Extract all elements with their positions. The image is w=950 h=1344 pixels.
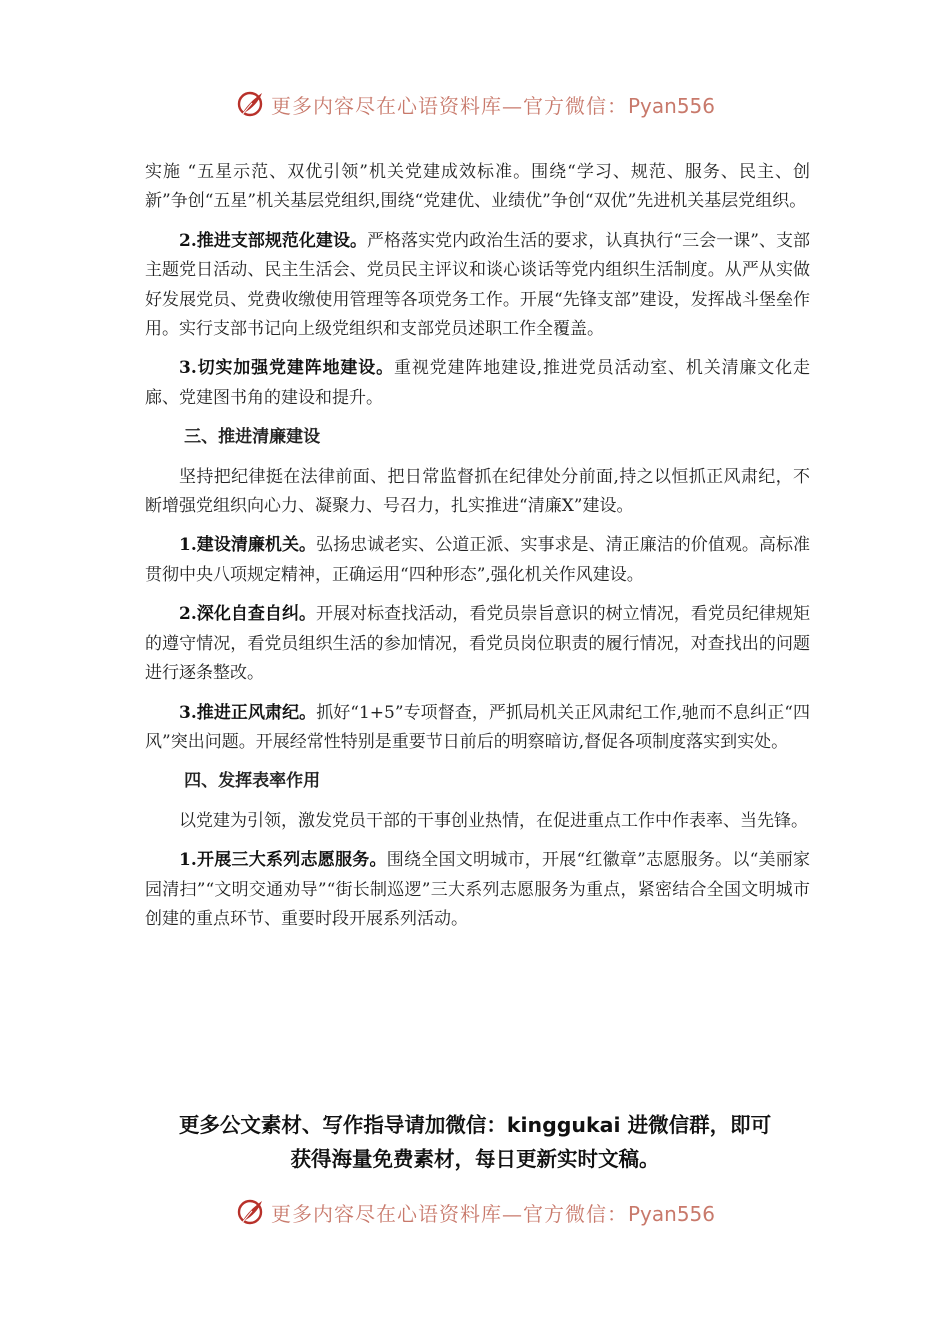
- footer-banner: [0, 1192, 950, 1232]
- section-heading: 四、发挥表率作用: [184, 771, 321, 792]
- feather-logo-icon: [235, 1197, 265, 1227]
- header-banner-text: 更多内容尽在心语资料库—官方微信：Pyan556: [270, 93, 715, 118]
- paragraph: 实施 “五星示范、双优引领”机关党建成效标准。围绕“学习、规范、服务、民主、创新”争创“五星”机关基层党组织,围绕“党建优、业绩优”争创“双优”先进机关基层党组织。: [145, 162, 810, 212]
- paragraph-lead: 1.建设清廉机关。: [179, 535, 317, 556]
- paragraph: 以党建为引领，激发党员干部的干事创业热情，在促进重点工作中作表率、当先锋。: [179, 810, 808, 831]
- document-body: [145, 158, 810, 944]
- footer-banner-text: 更多内容尽在心语资料库—官方微信：Pyan556: [270, 1201, 715, 1226]
- paragraph-lead: 2.深化自查自纠。: [179, 604, 317, 625]
- paragraph-lead: 3.切实加强党建阵地建设。: [179, 358, 394, 379]
- section-heading: 三、推进清廉建设: [184, 427, 321, 448]
- paragraph: 坚持把纪律挺在法律前面、把日常监督抓在纪律处分前面,持之以恒抓正风肃纪，不断增强党组织向心力、凝聚力、号召力，扎实推进“清廉X”建设。: [145, 466, 810, 517]
- promo-text: [0, 1108, 950, 1176]
- paragraph: 3.推进正风肃纪。抓好“1+5”专项督查，严抓局机关正风肃纪工作,驰而不息纠正“四风”突出问题。开展经常性特别是重要节日前后的明察暗访,督促各项制度落实到实处。: [145, 702, 810, 752]
- promo-line-2: 获得海量免费素材，每日更新实时文稿。: [290, 1147, 660, 1171]
- paragraph: 3.切实加强党建阵地建设。重视党建阵地建设,推进党员活动室、机关清廉文化走廊、党建图书角的建设和提升。: [145, 358, 810, 408]
- paragraph: 2.推进支部规范化建设。严格落实党内政治生活的要求，认真执行“三会一课”、支部主题党日活动、民主生活会、党员民主评议和谈心谈话等党内组织生活制度。从严从实做好发展党员、党费收缴使用管理等各项党务工作。开展“先锋支部”建设，发挥战斗堡垒作用。实行支部书记向上级党组织和支部党员述职工作全覆盖。: [145, 230, 811, 340]
- paragraph-lead: 3.推进正风肃纪。: [179, 702, 317, 723]
- header-banner-id: Pyan556: [627, 93, 715, 118]
- paragraph-lead: 1.开展三大系列志愿服务。: [179, 850, 387, 871]
- paragraph: 2.深化自查自纠。开展对标查找活动，看党员崇旨意识的树立情况，看党员纪律规矩的遵守情况，看党员组织生活的参加情况，看党员岗位职责的履行情况，对查找出的问题进行逐条整改。: [145, 604, 811, 684]
- header-banner: [0, 84, 950, 124]
- promo-line-1: 更多公文素材、写作指导请加微信：kinggukai 进微信群，即可: [178, 1113, 772, 1137]
- paragraph: 1.建设清廉机关。弘扬忠诚老实、公道正派、实事求是、清正廉洁的价值观。高标准贯彻中央八项规定精神，正确运用“四种形态”,强化机关作风建设。: [145, 535, 811, 585]
- feather-logo-icon: [235, 89, 265, 119]
- footer-banner-id: Pyan556: [627, 1201, 715, 1226]
- paragraph: 1.开展三大系列志愿服务。围绕全国文明城市，开展“红徽章”志愿服务。以“美丽家园清扫”“文明交通劝导”“街长制巡逻”三大系列志愿服务为重点，紧密结合全国文明城市创建的重点环节、重要时段开展系列活动。: [145, 850, 811, 929]
- paragraph-lead: 2.推进支部规范化建设。: [179, 230, 368, 251]
